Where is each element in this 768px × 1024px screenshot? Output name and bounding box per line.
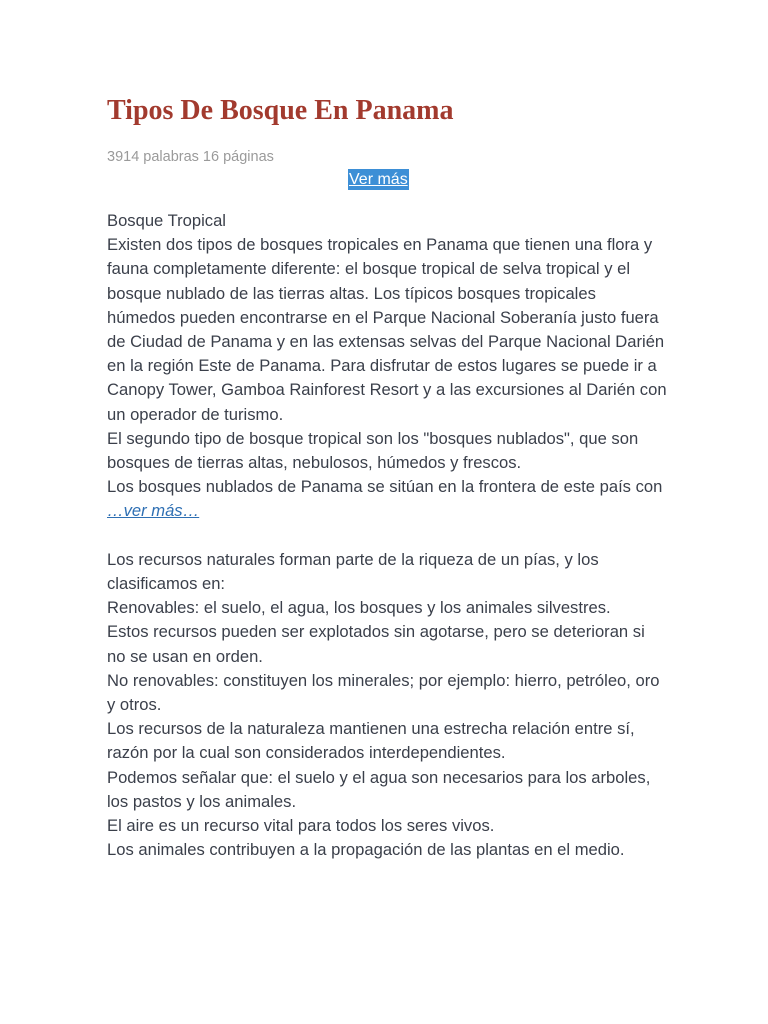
paragraph: No renovables: constituyen los minerales; por ejemplo: hierro, petróleo, oro y otros. [107, 670, 660, 715]
paragraph: Los recursos de la naturaleza mantienen una estrecha relación entre sí, razón por la cual son considerados interdependientes. [107, 719, 635, 763]
paragraph: Estos recursos pueden ser explotados sin agotarse, pero se deterioran si no se usan en orden. [107, 622, 645, 666]
ver-mas-inline-link[interactable]: …ver más… [107, 501, 200, 521]
paragraph-gap [107, 524, 667, 548]
paragraph: Los animales contribuyen a la propagación de las plantas en el medio. [107, 840, 625, 860]
paragraph: El aire es un recurso vital para todos los seres vivos. [107, 816, 495, 836]
paragraph: Renovables: el suelo, el agua, los bosques y los animales silvestres. [107, 598, 611, 618]
paragraph: Existen dos tipos de bosques tropicales en Panama que tienen una flora y fauna completamente diferente: el bosque tropical de selva tropical y el bosque nublado de las tierras altas. Los típicos bosques tropicales húmedos pueden encontrarse en el Parque Nacional Soberanía justo fuera de Ciudad de Panama y en las extensas selvas del Parque Nacional Darién en la región Este de Panama. Para disfrutar de estos lugares se puede ir a Canopy Tower, Gamboa Rainforest Resort y a las excursiones al Darién con un operador de turismo. [107, 235, 667, 424]
ver-mas-button[interactable]: Ver más [349, 171, 408, 188]
section-heading: Bosque Tropical [107, 211, 226, 230]
paragraph: Los recursos naturales forman parte de la riqueza de un pías, y los clasificamos en: [107, 549, 599, 594]
paragraph-text: Los bosques nublados de Panama se sitúan en la frontera de este país con [107, 477, 663, 497]
paragraph: Podemos señalar que: el suelo y el agua son necesarios para los arboles, los pastos y los animales. [107, 767, 651, 811]
paragraph-with-link [107, 475, 667, 523]
document-meta: 3914 palabras 16 páginas [107, 149, 274, 165]
paragraph: El segundo tipo de bosque tropical son los "bosques nublados", que son bosques de tierras altas, nebulosos, húmedos y frescos. [107, 428, 639, 473]
document-title: Tipos De Bosque En Panama [107, 95, 454, 126]
document-body [107, 209, 667, 862]
ver-mas-container [348, 169, 409, 190]
